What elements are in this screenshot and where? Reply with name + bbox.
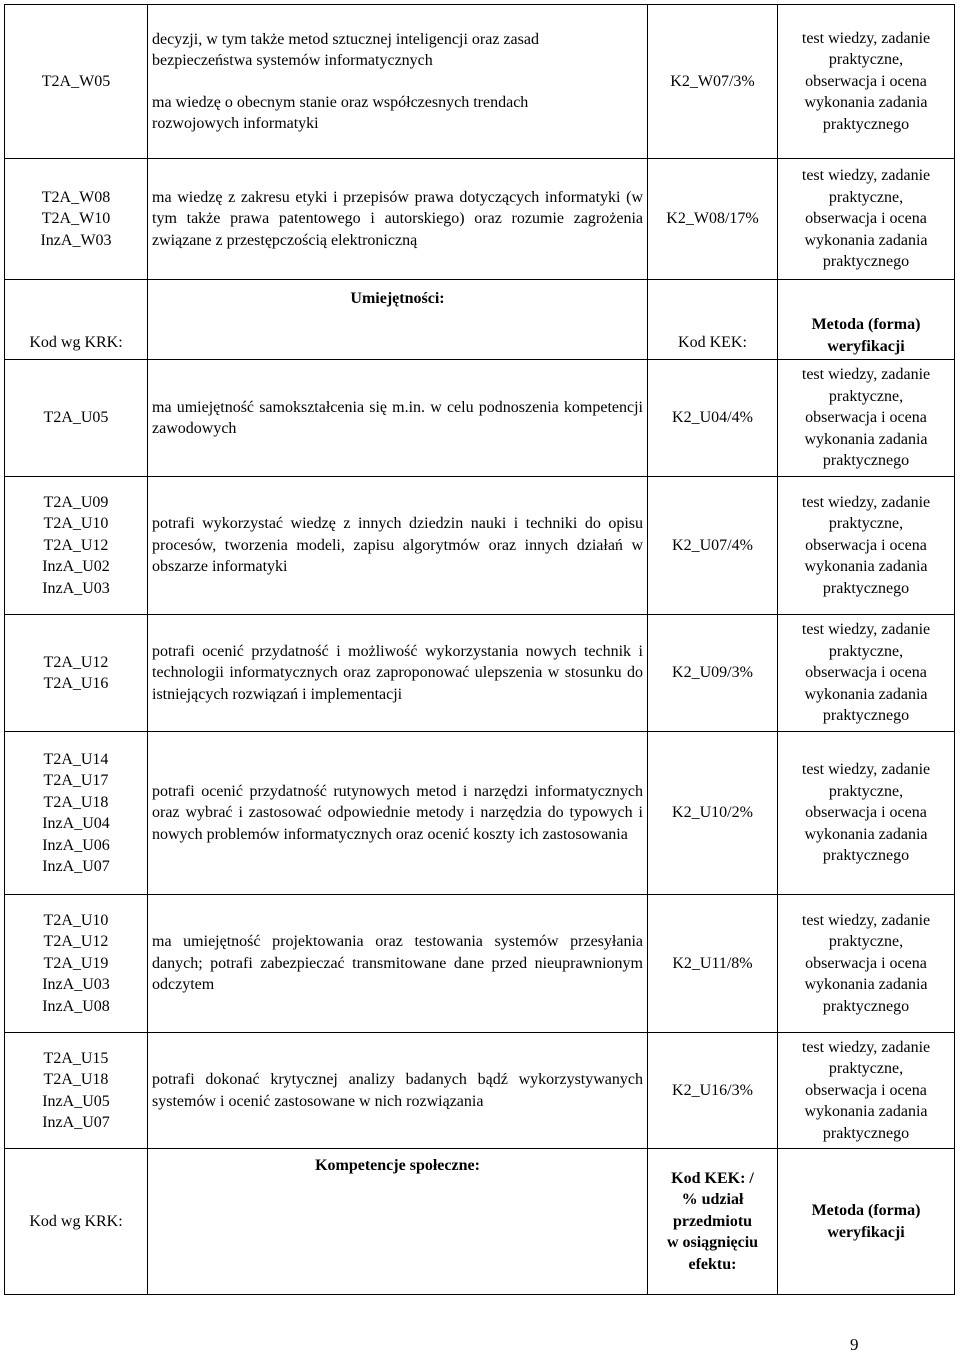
- kek-code: K2_U09/3%: [648, 615, 778, 732]
- kek-code: K2_U16/3%: [648, 1033, 778, 1149]
- table-row: [5, 895, 955, 1033]
- section-header-row: [5, 1149, 955, 1295]
- method-header: Metoda (forma) weryfikacji: [778, 1149, 955, 1295]
- kek-code: K2_W08/17%: [648, 159, 778, 280]
- kek-percent-header: Kod KEK: / % udział przedmiotu w osiągnięciu efektu:: [648, 1149, 778, 1295]
- outcome-description: ma umiejętność projektowania oraz testowania systemów przesyłania danych; potrafi zabezpieczać transmitowane dane przed nieuprawnionym odczytem: [148, 895, 648, 1033]
- krk-header: Kod wg KRK:: [5, 1149, 148, 1295]
- table-row: [5, 1033, 955, 1149]
- kek-code: K2_W07/3%: [648, 5, 778, 159]
- kek-code: K2_U11/8%: [648, 895, 778, 1033]
- table-row: [5, 360, 955, 477]
- learning-outcomes-table: [4, 4, 955, 1295]
- krk-code-cell: T2A_W08 T2A_W10 InzA_W03: [5, 159, 148, 280]
- outcome-description: potrafi ocenić przydatność i możliwość wykorzystania nowych technik i technologii informatycznych oraz zaproponować ulepszenia w stosunku do istniejących rozwiązań i implementacji: [148, 615, 648, 732]
- outcome-description: potrafi dokonać krytycznej analizy badanych bądź wykorzystywanych systemów i ocenić zastosowane w nich rozwiązania: [148, 1033, 648, 1149]
- krk-code-cell: T2A_U09 T2A_U10 T2A_U12 InzA_U02 InzA_U03: [5, 477, 148, 615]
- table-row: [5, 5, 955, 159]
- verification-method: test wiedzy, zadanie praktyczne, obserwacja i ocena wykonania zadania praktycznego: [778, 477, 955, 615]
- table-row: [5, 159, 955, 280]
- krk-code-cell: T2A_U10 T2A_U12 T2A_U19 InzA_U03 InzA_U08: [5, 895, 148, 1033]
- verification-method: test wiedzy, zadanie praktyczne, obserwacja i ocena wykonania zadania praktycznego: [778, 895, 955, 1033]
- kek-code: K2_U04/4%: [648, 360, 778, 477]
- verification-method: test wiedzy, zadanie praktyczne, obserwacja i ocena wykonania zadania praktycznego: [778, 732, 955, 895]
- outcome-description: potrafi wykorzystać wiedzę z innych dziedzin nauki i techniki do opisu procesów, tworzenia modeli, zapisu algorytmów oraz innych działań w obszarze informatyki: [148, 477, 648, 615]
- krk-code-cell: T2A_U12 T2A_U16: [5, 615, 148, 732]
- verification-method: test wiedzy, zadanie praktyczne, obserwacja i ocena wykonania zadania praktycznego: [778, 360, 955, 477]
- table-row: [5, 477, 955, 615]
- page-number: 9: [850, 1335, 859, 1354]
- verification-method: test wiedzy, zadanie praktyczne, obserwacja i ocena wykonania zadania praktycznego: [778, 615, 955, 732]
- kek-code: K2_U07/4%: [648, 477, 778, 615]
- kek-header: Kod KEK:: [648, 280, 778, 360]
- outcome-description: potrafi ocenić przydatność rutynowych metod i narzędzi informatycznych oraz wybrać i zastosować odpowiednie metody i narzędzia do typowych i nowych problemów informatycznych oraz ocenić koszty ich zastosowania: [148, 732, 648, 895]
- table-row: [5, 615, 955, 732]
- outcome-description: decyzji, w tym także metod sztucznej inteligencji oraz zasad bezpieczeństwa systemów informatycznych ma wiedzę o obecnym stanie oraz współczesnych trendach rozwojowych informatyki: [148, 5, 648, 159]
- krk-code-cell: T2A_U15 T2A_U18 InzA_U05 InzA_U07: [5, 1033, 148, 1149]
- outcome-description: ma umiejętność samokształcenia się m.in. w celu podnoszenia kompetencji zawodowych: [148, 360, 648, 477]
- method-header: Metoda (forma) weryfikacji: [778, 280, 955, 360]
- kek-code: K2_U10/2%: [648, 732, 778, 895]
- outcome-description: ma wiedzę z zakresu etyki i przepisów prawa dotyczących informatyki (w tym także prawa patentowego i autorskiego) oraz rozumie zagrożenia związane z przestępczością elektroniczną: [148, 159, 648, 280]
- section-header-row: [5, 280, 955, 360]
- verification-method: test wiedzy, zadanie praktyczne, obserwacja i ocena wykonania zadania praktycznego: [778, 1033, 955, 1149]
- table-row: [5, 732, 955, 895]
- verification-method: test wiedzy, zadanie praktyczne, obserwacja i ocena wykonania zadania praktycznego: [778, 5, 955, 159]
- krk-header: Kod wg KRK:: [5, 280, 148, 360]
- section-title-social: Kompetencje społeczne:: [148, 1149, 648, 1295]
- krk-code-cell: T2A_U05: [5, 360, 148, 477]
- krk-code-cell: T2A_W05: [5, 5, 148, 159]
- verification-method: test wiedzy, zadanie praktyczne, obserwacja i ocena wykonania zadania praktycznego: [778, 159, 955, 280]
- section-title-skills: Umiejętności:: [148, 280, 648, 360]
- krk-code-cell: T2A_U14 T2A_U17 T2A_U18 InzA_U04 InzA_U06 InzA_U07: [5, 732, 148, 895]
